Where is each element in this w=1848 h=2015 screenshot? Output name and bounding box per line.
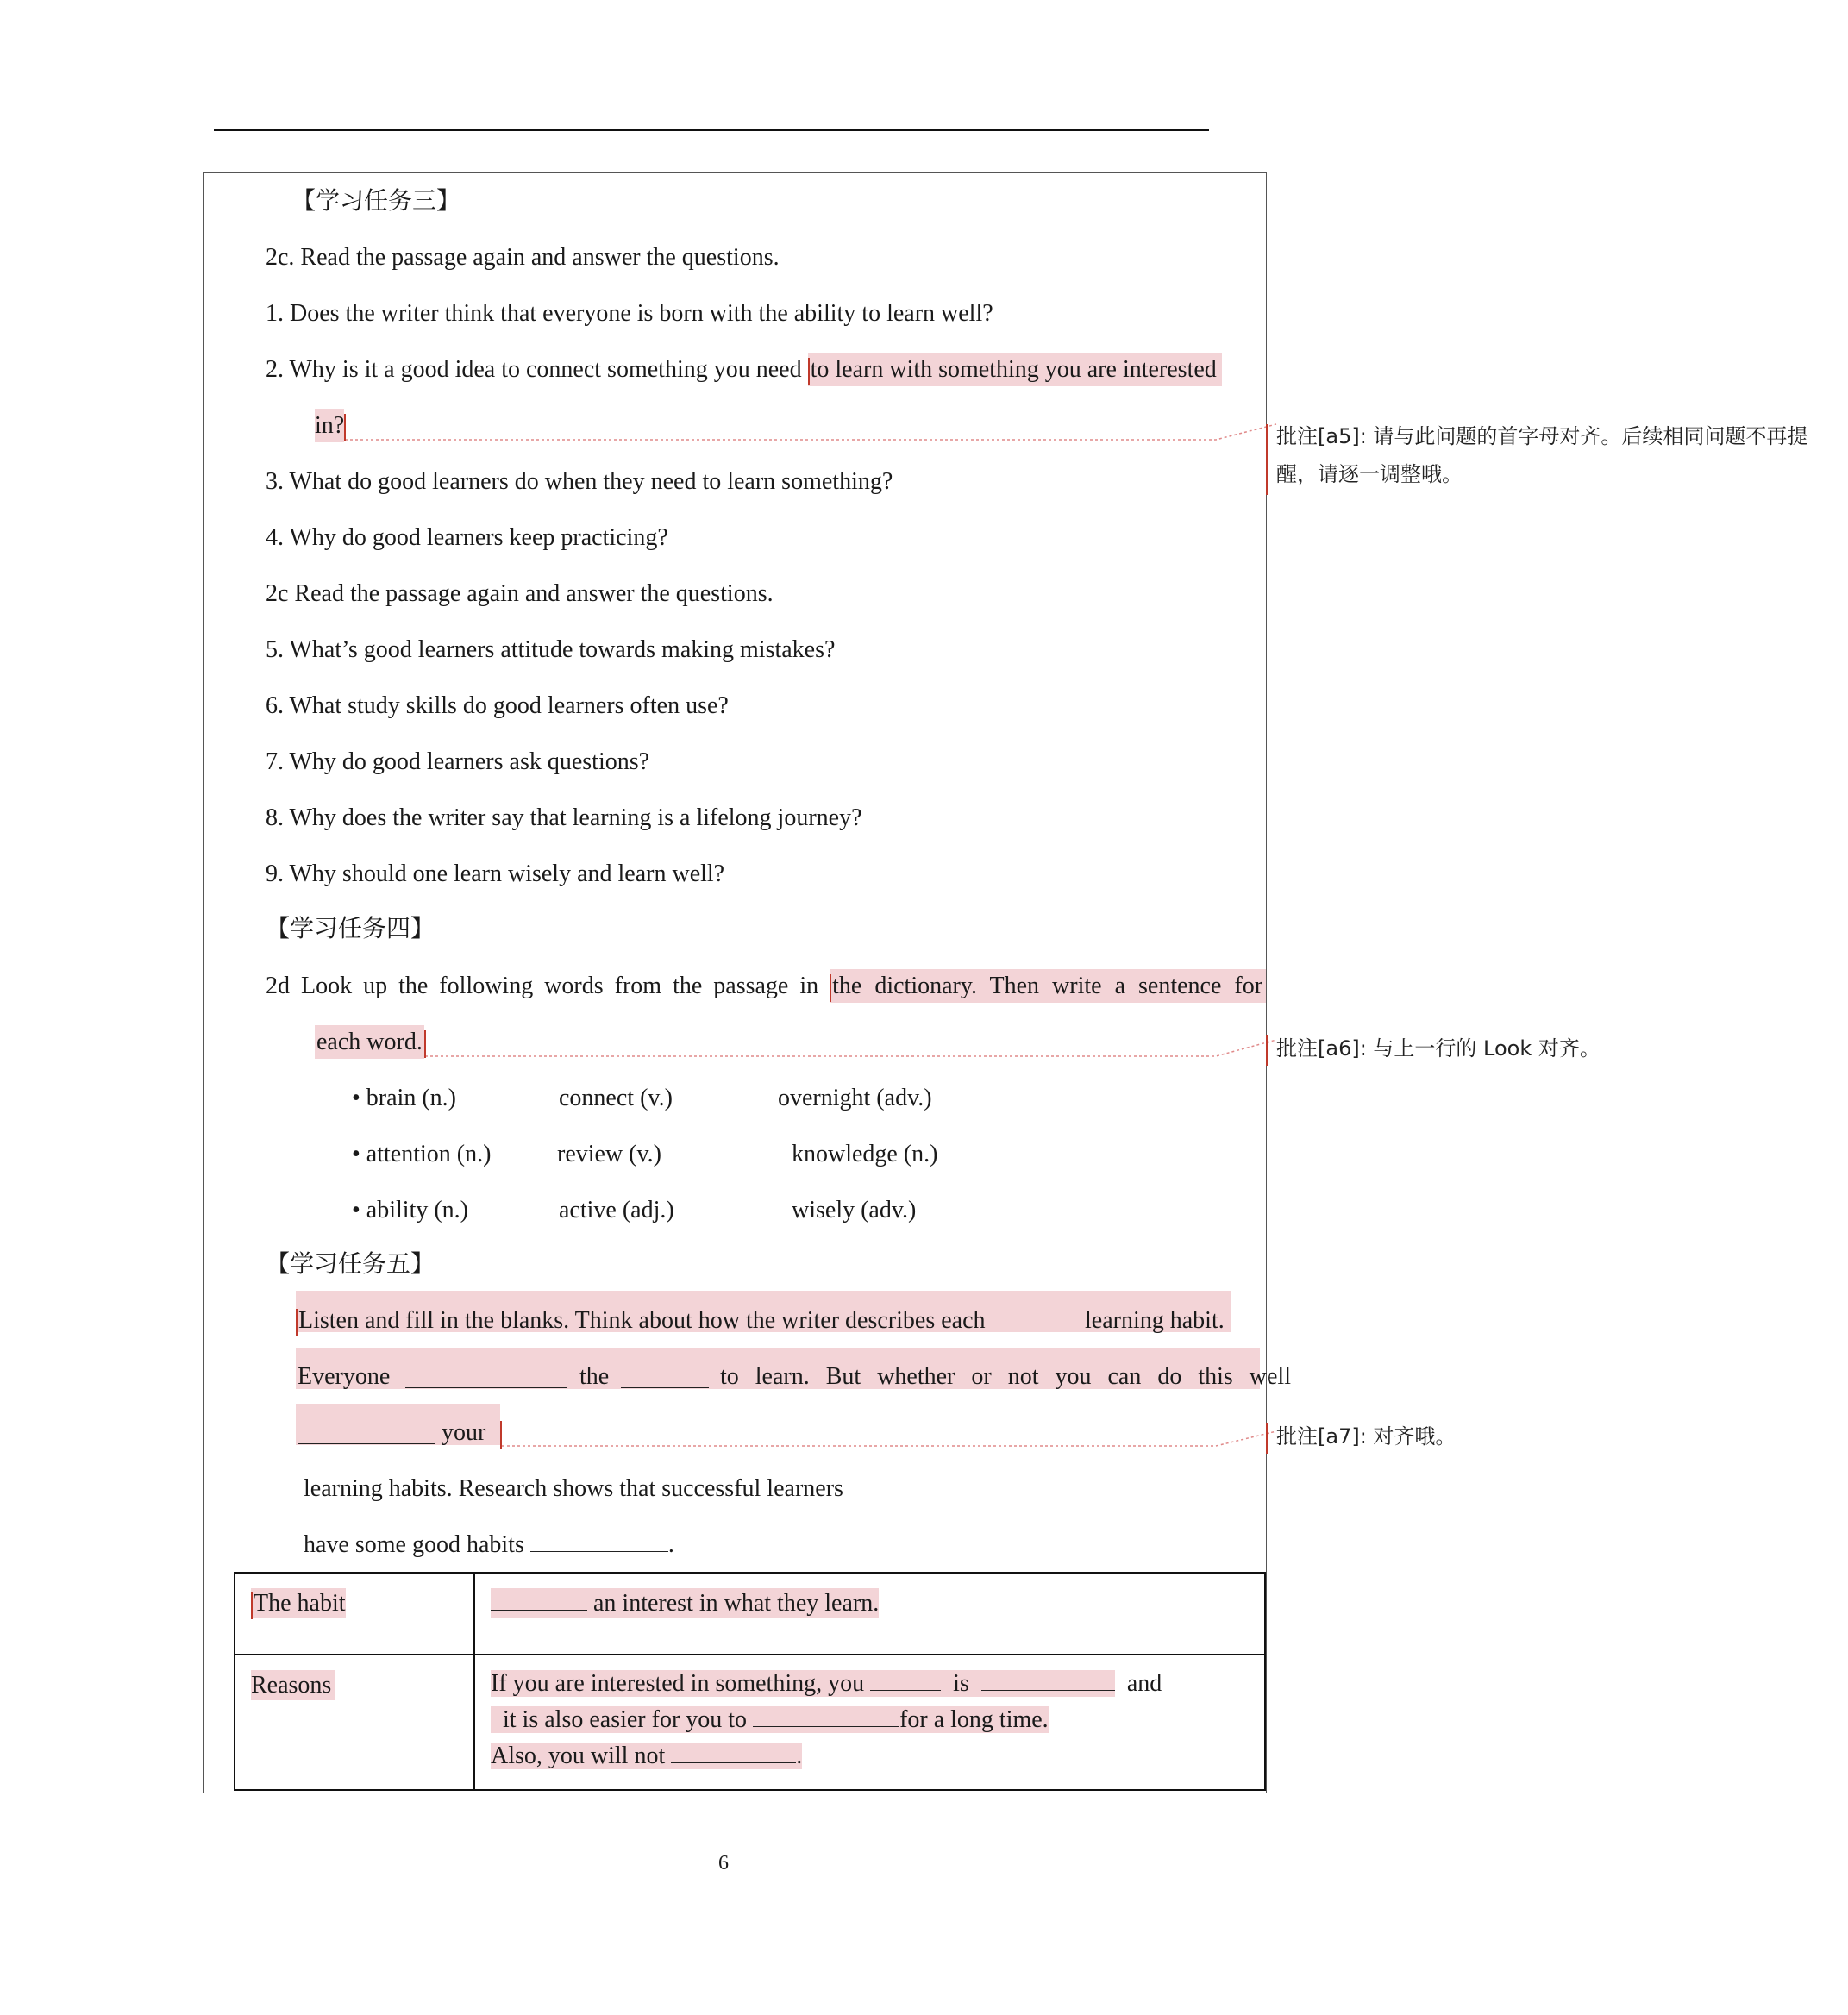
blank-9[interactable] <box>671 1740 796 1763</box>
comment-bar-a5 <box>1266 424 1268 495</box>
blank-7[interactable] <box>981 1668 1115 1691</box>
habit-table-wrap <box>234 1572 1266 1791</box>
reasons-line-1-is: is <box>953 1670 969 1697</box>
task5-line2-rest: to learn. But whether or not you can do this well <box>720 1363 1291 1390</box>
reasons-line-1-highlight[interactable] <box>491 1670 1115 1697</box>
reasons-line-1-text: If you are interested in something, you <box>491 1670 865 1697</box>
edit-cursor <box>830 974 831 1002</box>
task5-line2-word2: the <box>579 1363 610 1390</box>
habit-label-cell <box>235 1573 474 1655</box>
task3-heading: 【学习任务三】 <box>291 186 461 215</box>
reasons-label-cell <box>235 1655 474 1790</box>
task4-instruction-highlight[interactable] <box>830 969 1266 1003</box>
habit-text-cell <box>474 1573 1265 1655</box>
reasons-line-2-text: it is also easier for you to <box>503 1706 748 1733</box>
habit-label-text: The habit <box>254 1590 346 1617</box>
comment-bar-a6 <box>1266 1035 1268 1066</box>
word-wisely: wisely (adv.) <box>792 1197 917 1223</box>
task5-line5-text: have some good habits <box>304 1531 524 1558</box>
habit-text[interactable] <box>491 1588 879 1618</box>
habit-table <box>234 1572 1266 1791</box>
reasons-line-2 <box>491 1702 1249 1738</box>
comment-a5-line1: 批注[a5]: 请与此问题的首字母对齐。后续相同问题不再提 <box>1276 424 1808 448</box>
edit-cursor <box>251 1592 253 1619</box>
word-overnight: overnight (adv.) <box>778 1085 932 1111</box>
edit-cursor <box>296 1309 298 1336</box>
edit-cursor <box>424 1030 426 1058</box>
reasons-line-3 <box>491 1738 1249 1774</box>
question-9: 9. Why should one learn wisely and learn well? <box>266 860 725 887</box>
question-5: 5. What’s good learners attitude towards making mistakes? <box>266 636 836 663</box>
task3-instruction-2: 2c Read the passage again and answer the questions. <box>266 580 774 607</box>
blank-4[interactable] <box>530 1529 668 1552</box>
task5-line1-text: Listen and fill in the blanks. Think about how the writer describes each <box>298 1307 986 1334</box>
blank-2[interactable] <box>621 1365 709 1388</box>
blank-5[interactable] <box>491 1587 587 1611</box>
reasons-line-3-text: Also, you will not <box>491 1743 666 1769</box>
word-knowledge: knowledge (n.) <box>792 1141 938 1167</box>
task4-instruction-text: 2d Look up the following words from the passage in <box>266 973 830 999</box>
task5-line2-word1: Everyone <box>298 1363 391 1390</box>
word-attention: • attention (n.) <box>352 1141 492 1167</box>
task5-line4: learning habits. Research shows that successful learners <box>304 1475 843 1502</box>
question-2-cont <box>315 409 347 443</box>
reasons-line-2-end: for a long time. <box>899 1706 1049 1733</box>
question-7: 7. Why do good learners ask questions? <box>266 748 650 775</box>
reasons-line-1-and: and <box>1126 1670 1162 1697</box>
comment-a6[interactable]: 批注[a6]: 与上一行的 Look 对齐。 <box>1276 1036 1601 1061</box>
reasons-line-3-highlight[interactable] <box>491 1743 802 1769</box>
blank-6[interactable] <box>870 1668 941 1691</box>
word-connect: connect (v.) <box>559 1085 673 1111</box>
question-2-text: 2. Why is it a good idea to connect something you need <box>266 356 808 383</box>
task5-line5-period: . <box>667 1531 674 1558</box>
comment-a5[interactable] <box>1276 417 1807 493</box>
comment-a7[interactable]: 批注[a7]: 对齐哦。 <box>1276 1424 1456 1449</box>
task5-line3-text: your <box>442 1419 486 1446</box>
table-row <box>235 1573 1265 1655</box>
task4-instruction <box>266 969 1263 1004</box>
edit-cursor <box>808 358 810 385</box>
task5-line5 <box>304 1528 674 1562</box>
word-brain: • brain (n.) <box>352 1085 456 1111</box>
reasons-label[interactable]: Reasons <box>251 1670 335 1700</box>
question-3: 3. What do good learners do when they need to learn something? <box>266 468 893 495</box>
blank-1[interactable] <box>405 1365 567 1388</box>
question-1: 1. Does the writer think that everyone is born with the ability to learn well? <box>266 300 993 327</box>
question-4: 4. Why do good learners keep practicing? <box>266 524 668 551</box>
page-number: 6 <box>718 1852 729 1874</box>
question-2-cont-highlight[interactable]: in? <box>315 409 344 442</box>
comment-bar-a7 <box>1266 1423 1268 1454</box>
task4-instruction-cont-highlight[interactable]: each word. <box>315 1025 424 1059</box>
task3-instruction: 2c. Read the passage again and answer the questions. <box>266 244 780 271</box>
task4-instruction-cont <box>315 1025 427 1060</box>
question-6: 6. What study skills do good learners often use? <box>266 692 729 719</box>
question-2-highlight[interactable] <box>808 353 1222 386</box>
word-ability: • ability (n.) <box>352 1197 468 1223</box>
edit-cursor <box>500 1421 502 1449</box>
question-8: 8. Why does the writer say that learning is a lifelong journey? <box>266 804 862 831</box>
task5-line1-end: learning habit. <box>1085 1307 1225 1334</box>
word-active: active (adj.) <box>559 1197 674 1223</box>
task5-line3 <box>442 1416 503 1450</box>
habit-label[interactable] <box>251 1588 346 1618</box>
table-row <box>235 1655 1265 1790</box>
edit-cursor <box>344 414 346 441</box>
task5-line1 <box>296 1304 986 1338</box>
word-review: review (v.) <box>557 1141 662 1167</box>
reasons-text-cell <box>474 1655 1265 1790</box>
reasons-line-1 <box>491 1666 1249 1702</box>
question-2 <box>266 353 1222 387</box>
question-2-highlight-text: to learn with something you are interested <box>810 356 1217 383</box>
reasons-line-3-period: . <box>796 1743 803 1769</box>
habit-text-content: an interest in what they learn. <box>593 1590 880 1617</box>
blank-8[interactable] <box>753 1704 899 1727</box>
task5-heading: 【学习任务五】 <box>266 1249 435 1278</box>
comment-a5-line2: 醒，请逐一调整哦。 <box>1276 462 1463 486</box>
task4-heading: 【学习任务四】 <box>266 914 435 942</box>
task4-instruction-highlight-text: the dictionary. Then write a sentence for <box>832 973 1263 999</box>
reasons-line-2-highlight[interactable] <box>491 1706 1049 1733</box>
blank-3[interactable] <box>298 1421 435 1444</box>
